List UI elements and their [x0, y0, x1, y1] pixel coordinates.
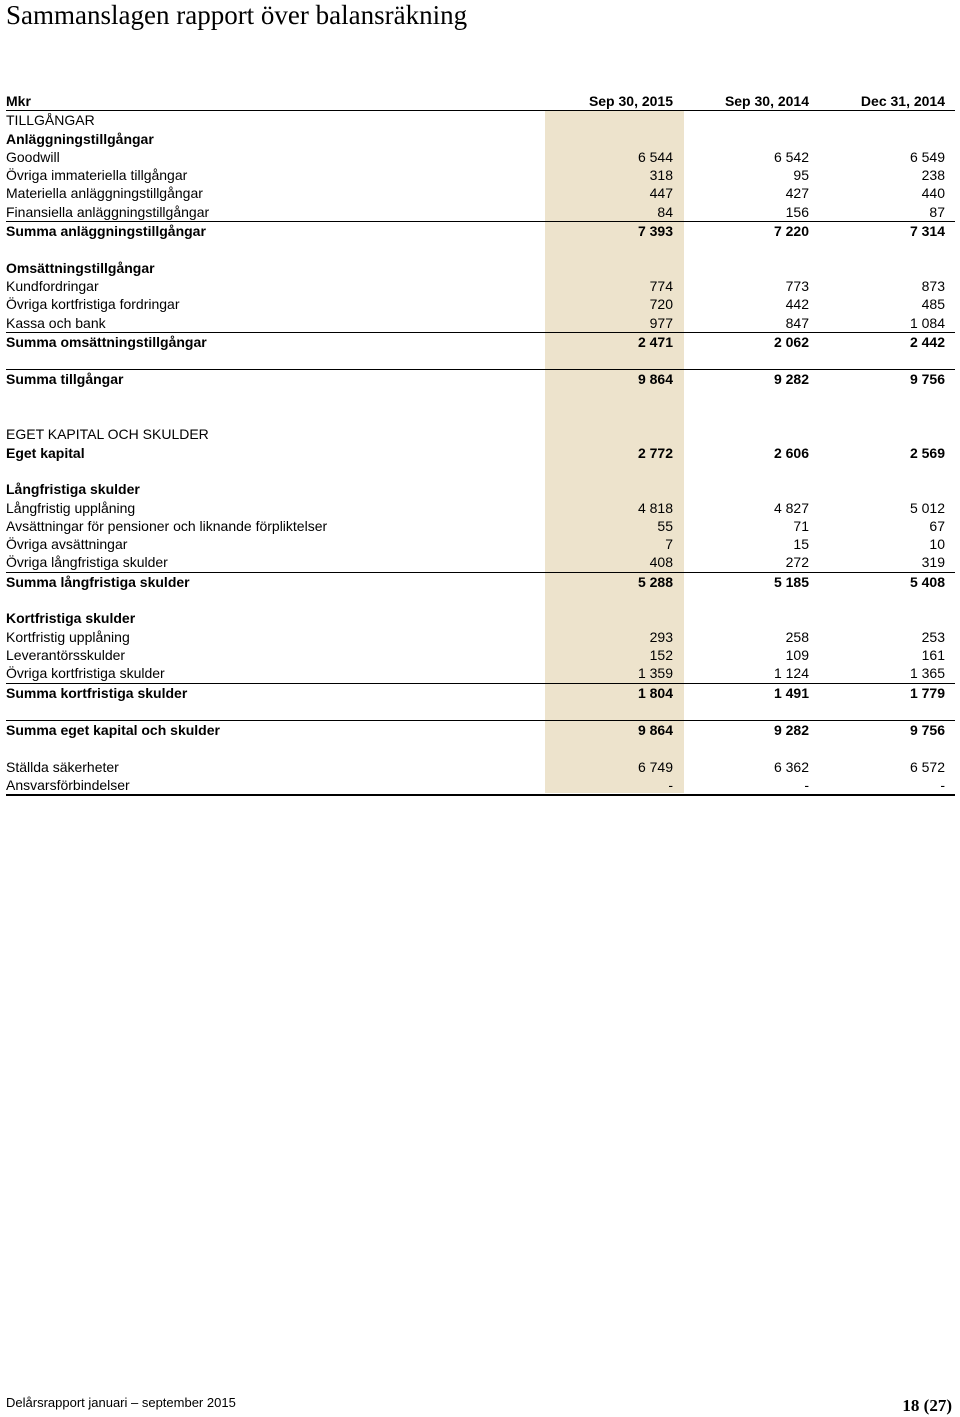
spacer-row: [6, 240, 955, 258]
subsection-heading: Omsättningstillgångar: [6, 259, 155, 276]
table-row: Leverantörsskulder 152 109 161: [6, 646, 945, 663]
table-row: Ansvarsförbindelser - - -: [6, 776, 955, 795]
table-row: Finansiella anläggningstillgångar 84 156 87: [6, 203, 945, 220]
table-row: Övriga immateriella tillgångar 318 95 238: [6, 167, 945, 184]
total-row: Summa tillgångar 9 864 9 282 9 756: [6, 370, 955, 389]
subsection-heading: Anläggningstillgångar: [6, 130, 154, 147]
subtotal-row: Summa kortfristiga skulder 1 804 1 491 1 779: [6, 683, 955, 702]
footer-report-name: Delårsrapport januari – september 2015: [6, 1395, 236, 1410]
spacer-row: [6, 407, 955, 425]
spacer-row: [6, 739, 955, 757]
spacer-row: [6, 389, 955, 407]
table-row: Övriga avsättningar 7 15 10: [6, 536, 945, 553]
page-title: Sammanslagen rapport över balansräkning: [6, 0, 468, 30]
balance-sheet-table: [6, 92, 955, 796]
table-row: Kassa och bank 977 847 1 084: [6, 314, 945, 331]
spacer-row: [6, 462, 955, 480]
table-row: Materiella anläggningstillgångar 447 427 440: [6, 185, 945, 202]
header-dec-2014: Dec 31, 2014: [819, 92, 955, 111]
subtotal-row: Summa omsättningstillgångar 2 471 2 062 2 442: [6, 332, 955, 351]
table-row: Övriga kortfristiga fordringar 720 442 485: [6, 296, 945, 313]
subtotal-row: Summa anläggningstillgångar 7 393 7 220 7 314: [6, 222, 955, 241]
table-row: Ställda säkerheter 6 749 6 362 6 572: [6, 758, 945, 775]
section-heading: EGET KAPITAL OCH SKULDER: [6, 426, 209, 443]
header-unit: Mkr: [6, 92, 545, 111]
header-sep-2014: Sep 30, 2014: [683, 92, 819, 111]
page-number: 18 (27): [902, 1396, 952, 1415]
table-row: Goodwill 6 544 6 542 6 549: [6, 148, 945, 165]
equity-row: Eget kapital 2 772 2 606 2 569: [6, 444, 945, 461]
header-sep-2015: Sep 30, 2015: [545, 92, 683, 111]
subsection-heading: Långfristiga skulder: [6, 481, 140, 498]
table-row: Övriga långfristiga skulder 408 272 319: [6, 554, 945, 571]
header-row: [6, 92, 955, 111]
total-row: Summa eget kapital och skulder 9 864 9 282 9 756: [6, 721, 955, 740]
section-heading: TILLGÅNGAR: [6, 112, 95, 129]
subsection-heading: Kortfristiga skulder: [6, 610, 136, 627]
spacer-row: [6, 591, 955, 609]
spacer-row: [6, 702, 955, 721]
table-row: Övriga kortfristiga skulder 1 359 1 124 1 365: [6, 665, 945, 682]
table-row: Kundfordringar 774 773 873: [6, 277, 945, 294]
spacer-row: [6, 351, 955, 370]
table-row: Kortfristig upplåning 293 258 253: [6, 628, 945, 645]
table-row: Långfristig upplåning 4 818 4 827 5 012: [6, 499, 945, 516]
subtotal-row: Summa långfristiga skulder 5 288 5 185 5 408: [6, 572, 955, 591]
table-row: Avsättningar för pensioner och liknande förpliktelser 55 71 67: [6, 517, 945, 534]
